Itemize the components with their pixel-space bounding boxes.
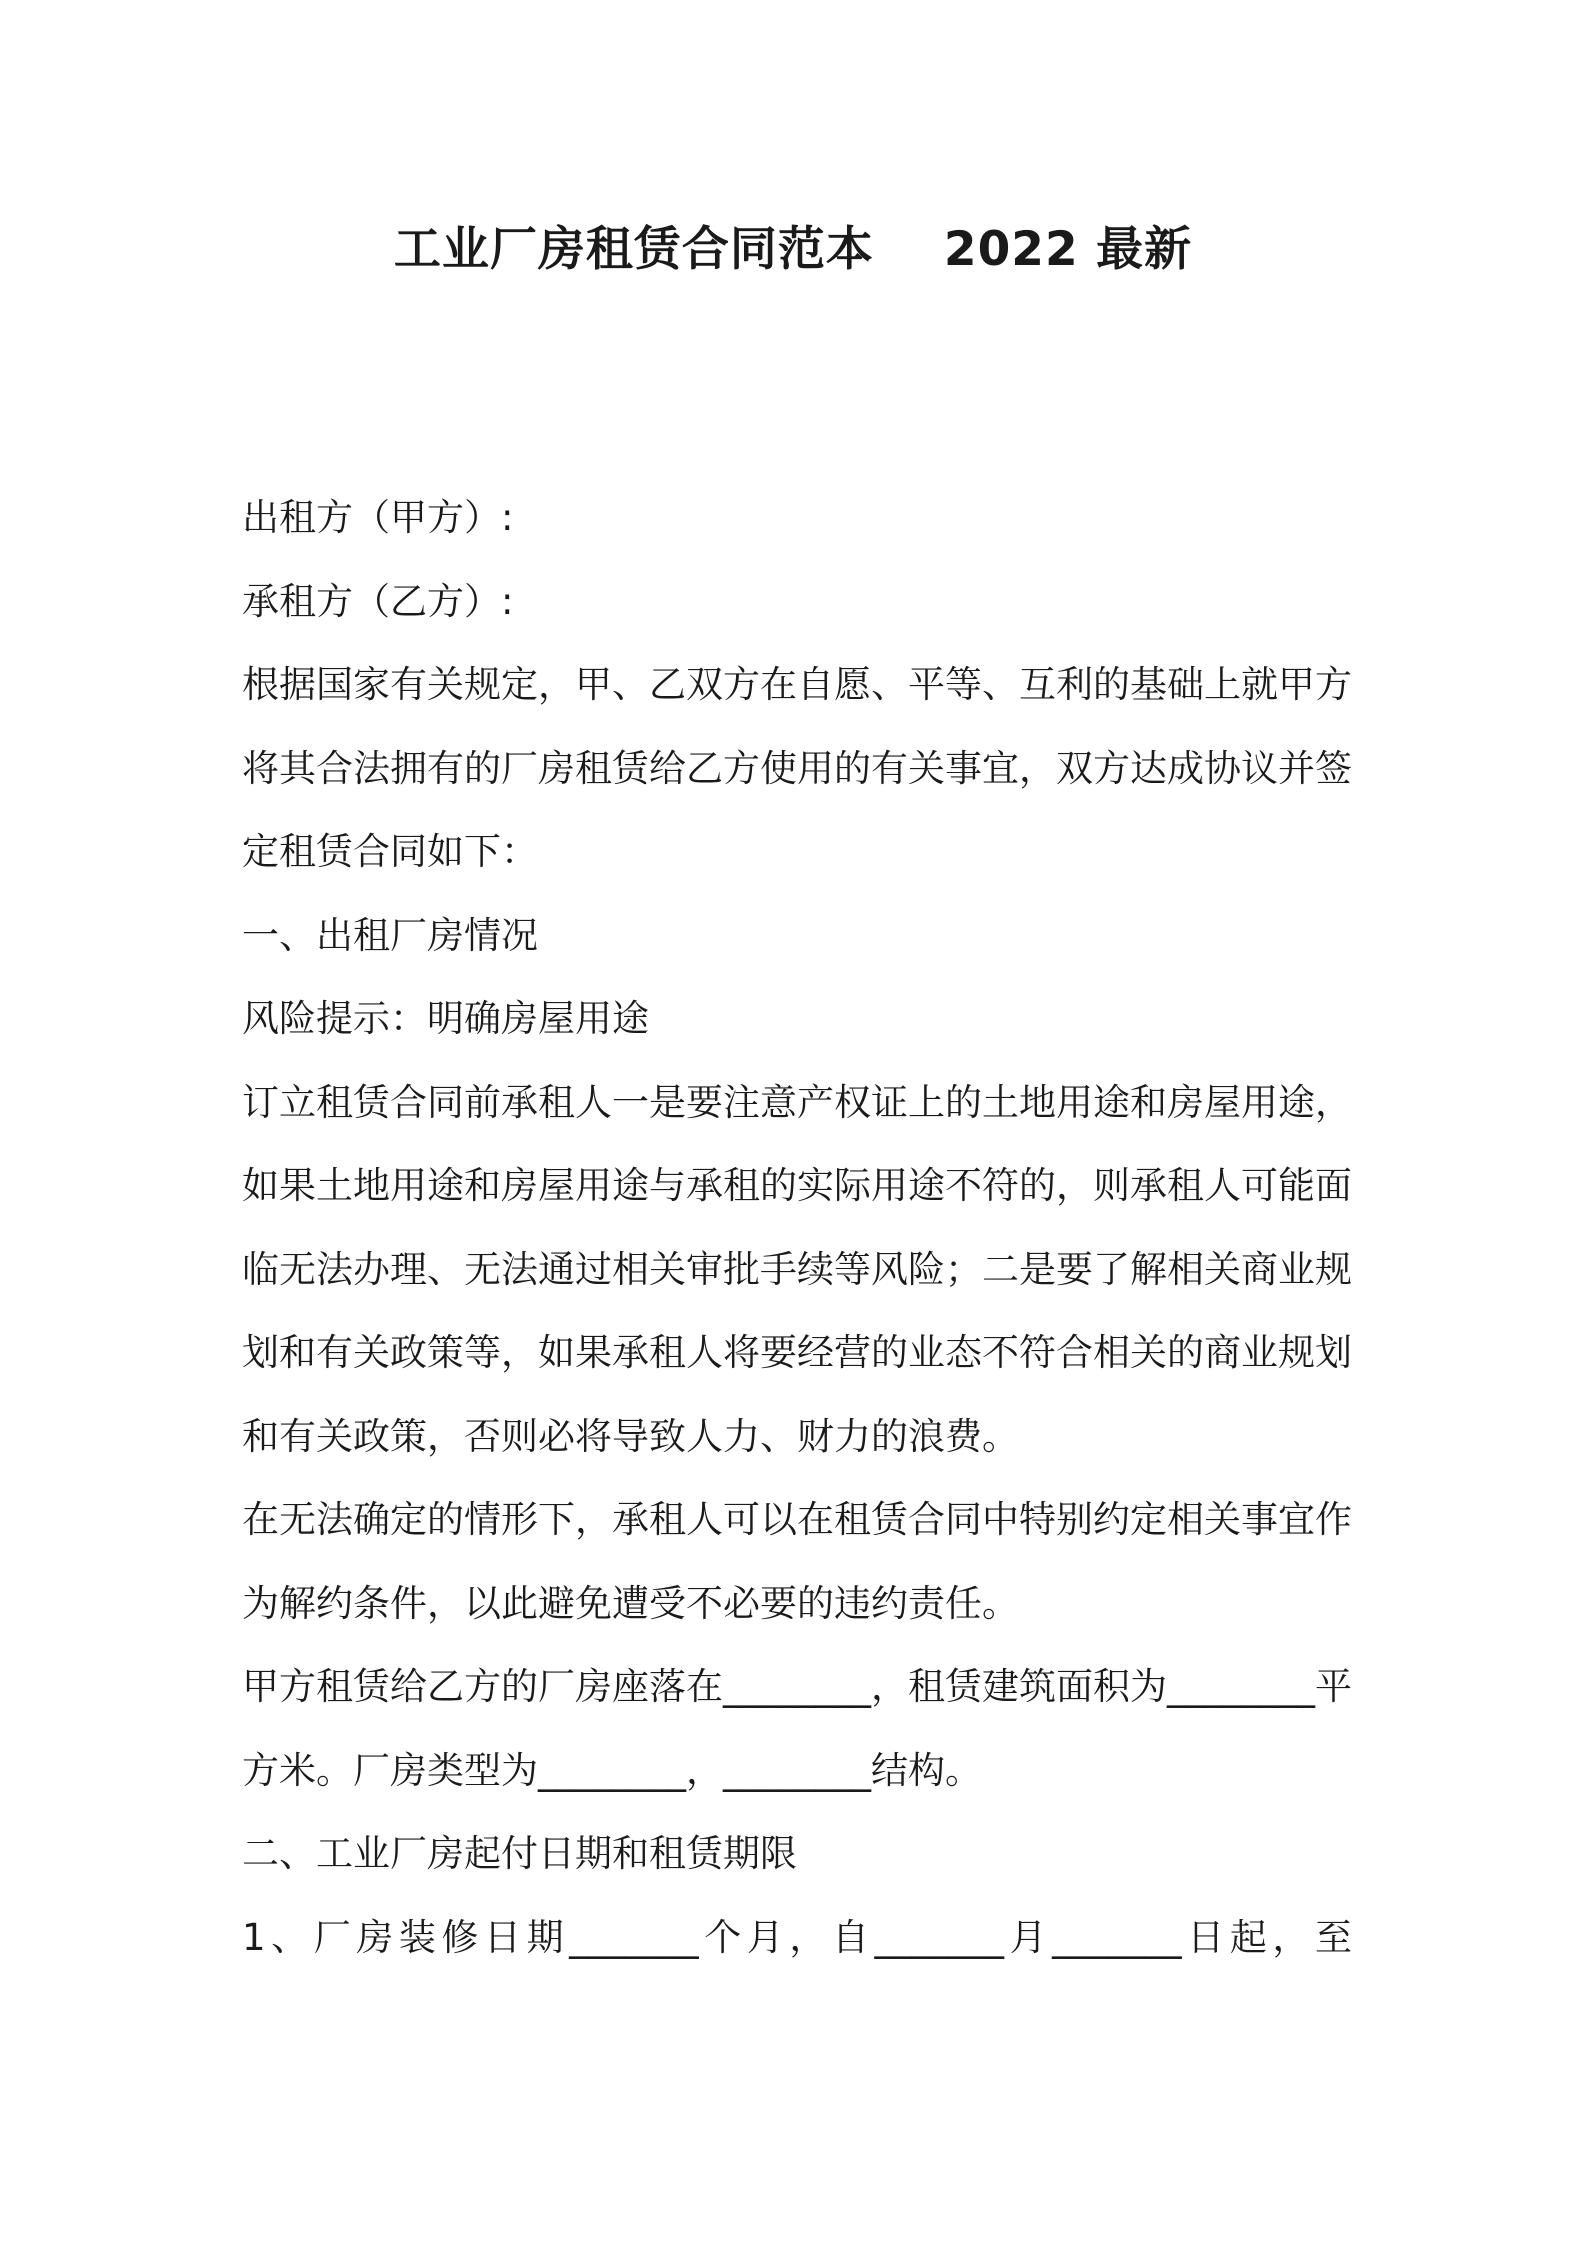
paragraph-line: 临无法办理、无法通过相关审批手续等风险；二是要了解相关商业规 <box>242 1247 1352 1291</box>
lessee-line: 承租方（乙方）: <box>242 579 514 623</box>
paragraph-line: 甲方租赁给乙方的厂房座落在________，租赁建筑面积为________平 <box>242 1665 1352 1708</box>
document-title <box>0 212 1586 279</box>
paragraph-line: 将其合法拥有的厂房租赁给乙方使用的有关事宜，双方达成协议并签 <box>242 746 1352 790</box>
paragraph-line: 方米。厂房类型为________，________结构。 <box>242 1748 982 1792</box>
paragraph-line: 如果土地用途和房屋用途与承租的实际用途不符的，则承租人可能面 <box>242 1164 1352 1207</box>
lessor-line: 出租方（甲方）: <box>242 496 514 539</box>
paragraph-line: 和有关政策，否则必将导致人力、财力的浪费。 <box>242 1414 1019 1458</box>
title-main: 工业厂房租赁合同范本 <box>393 222 874 277</box>
paragraph-line: 划和有关政策等，如果承租人将要经营的业态不符合相关的商业规划 <box>242 1331 1352 1374</box>
title-year: 2022 最新 <box>943 222 1193 277</box>
paragraph-line: 根据国家有关规定，甲、乙双方在自愿、平等、互利的基础上就甲方 <box>242 663 1352 706</box>
risk-note-heading: 风险提示：明确房屋用途 <box>242 997 649 1040</box>
paragraph-line: 1、厂房装修日期_______个月，自_______月_______日起，至 <box>242 1915 1352 1959</box>
paragraph-line: 订立租赁合同前承租人一是要注意产权证上的土地用途和房屋用途， <box>242 1080 1352 1124</box>
document-body <box>242 488 1352 1991</box>
paragraph-line: 为解约条件，以此避免遭受不必要的违约责任。 <box>242 1581 1019 1625</box>
section-heading: 二、工业厂房起付日期和租赁期限 <box>242 1832 797 1875</box>
paragraph-line: 定租赁合同如下： <box>242 830 538 873</box>
paragraph-line: 在无法确定的情形下，承租人可以在租赁合同中特别约定相关事宜作 <box>242 1498 1352 1541</box>
section-heading: 一、出租厂房情况 <box>242 913 538 957</box>
